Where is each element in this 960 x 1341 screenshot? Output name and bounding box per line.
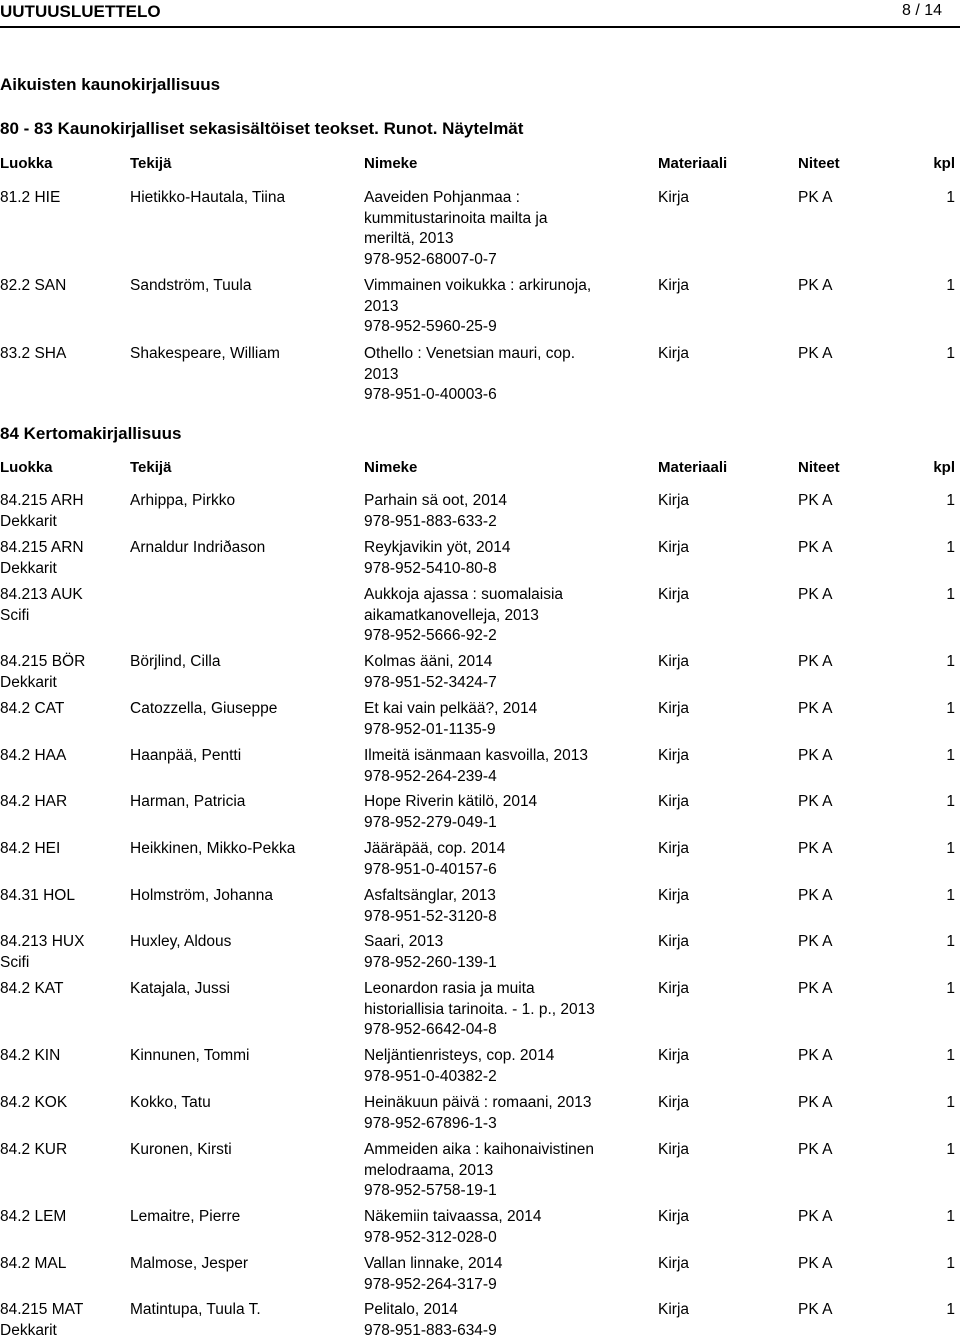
cell-materiaali: Kirja <box>658 585 689 606</box>
cell-kpl: 1 <box>946 344 955 365</box>
cell-luokka-line: 84.2 KUR <box>0 1140 67 1161</box>
cell-luokka-line: 84.215 MAT <box>0 1300 83 1321</box>
cell-niteet: PK A <box>798 886 832 907</box>
cell-nimeke-line: 978-952-68007-0-7 <box>364 250 547 271</box>
cell-luokka-line: 84.2 HAA <box>0 746 66 767</box>
cell-niteet: PK A <box>798 1093 832 1114</box>
cell-kpl: 1 <box>946 538 955 559</box>
cell-nimeke-line: 978-952-01-1135-9 <box>364 720 537 741</box>
cell-tekija: Börjlind, Cilla <box>130 652 220 673</box>
cell-niteet: PK A <box>798 1140 832 1161</box>
cell-nimeke-line: 978-952-260-139-1 <box>364 953 497 974</box>
cell-luokka-line: 84.213 HUX <box>0 932 84 953</box>
cell-luokka <box>0 1140 67 1161</box>
cell-tekija: Huxley, Aldous <box>130 932 231 953</box>
col-tekija: Tekijä <box>130 155 171 172</box>
cell-materiaali: Kirja <box>658 652 689 673</box>
cell-luokka-line: Dekkarit <box>0 673 85 694</box>
cell-nimeke <box>364 792 537 833</box>
cell-nimeke <box>364 1207 542 1248</box>
cell-niteet: PK A <box>798 979 832 1000</box>
cell-nimeke-line: 2013 <box>364 297 591 318</box>
cell-kpl: 1 <box>946 886 955 907</box>
cell-niteet: PK A <box>798 1254 832 1275</box>
cell-nimeke <box>364 1254 502 1295</box>
col-materiaali: Materiaali <box>658 155 727 172</box>
cell-kpl: 1 <box>946 1207 955 1228</box>
cell-luokka-line: Dekkarit <box>0 559 84 580</box>
cell-tekija: Sandström, Tuula <box>130 276 251 297</box>
cell-materiaali: Kirja <box>658 491 689 512</box>
cell-nimeke-line: 2013 <box>364 365 575 386</box>
cell-niteet: PK A <box>798 652 832 673</box>
header-divider <box>0 26 960 28</box>
cell-niteet: PK A <box>798 932 832 953</box>
column-header-row <box>0 155 960 177</box>
cell-nimeke-line: 978-952-5410-80-8 <box>364 559 510 580</box>
cell-tekija: Arhippa, Pirkko <box>130 491 235 512</box>
cell-nimeke-line: Jääräpää, cop. 2014 <box>364 839 505 860</box>
cell-materiaali: Kirja <box>658 188 689 209</box>
cell-nimeke-line: 978-952-264-239-4 <box>364 767 588 788</box>
cell-luokka <box>0 886 75 907</box>
cell-materiaali: Kirja <box>658 886 689 907</box>
cell-nimeke <box>364 932 497 973</box>
cell-luokka <box>0 1093 67 1114</box>
page-header <box>0 0 960 26</box>
col-luokka: Luokka <box>0 155 53 172</box>
cell-tekija: Haanpää, Pentti <box>130 746 241 767</box>
cell-niteet: PK A <box>798 538 832 559</box>
cell-nimeke-line: Ammeiden aika : kaihonaivistinen <box>364 1140 594 1161</box>
cell-nimeke <box>364 1140 594 1202</box>
cell-niteet: PK A <box>798 1207 832 1228</box>
cell-luokka <box>0 585 83 626</box>
cell-niteet: PK A <box>798 585 832 606</box>
cell-luokka-line: Dekkarit <box>0 512 84 533</box>
cell-materiaali: Kirja <box>658 792 689 813</box>
cell-nimeke-line: 978-952-264-317-9 <box>364 1275 502 1296</box>
group-title-fiction: 84 Kertomakirjallisuus <box>0 424 181 444</box>
cell-kpl: 1 <box>946 792 955 813</box>
cell-nimeke-line: melodraama, 2013 <box>364 1161 594 1182</box>
cell-niteet: PK A <box>798 188 832 209</box>
cell-luokka-line: 83.2 SHA <box>0 344 66 365</box>
cell-niteet: PK A <box>798 276 832 297</box>
cell-tekija: Kuronen, Kirsti <box>130 1140 232 1161</box>
cell-nimeke <box>364 1093 591 1134</box>
cell-luokka <box>0 839 60 860</box>
cell-tekija: Heikkinen, Mikko-Pekka <box>130 839 295 860</box>
cell-nimeke <box>364 276 591 338</box>
cell-materiaali: Kirja <box>658 1140 689 1161</box>
cell-niteet: PK A <box>798 746 832 767</box>
cell-nimeke-line: Parhain sä oot, 2014 <box>364 491 507 512</box>
cell-luokka-line: 84.2 HAR <box>0 792 67 813</box>
col-kpl: kpl <box>933 459 955 476</box>
cell-luokka <box>0 932 84 973</box>
cell-nimeke-line: Reykjavikin yöt, 2014 <box>364 538 510 559</box>
cell-luokka-line: 81.2 HIE <box>0 188 60 209</box>
cell-nimeke <box>364 491 507 532</box>
cell-luokka-line: 84.215 BÖR <box>0 652 85 673</box>
cell-nimeke-line: kummitustarinoita mailta ja <box>364 209 547 230</box>
cell-luokka <box>0 538 84 579</box>
cell-tekija: Kinnunen, Tommi <box>130 1046 249 1067</box>
cell-nimeke-line: 978-952-279-049-1 <box>364 813 537 834</box>
cell-niteet: PK A <box>798 1300 832 1321</box>
cell-nimeke <box>364 839 505 880</box>
cell-tekija: Lemaitre, Pierre <box>130 1207 240 1228</box>
cell-nimeke-line: 978-951-883-633-2 <box>364 512 507 533</box>
cell-luokka-line: 82.2 SAN <box>0 276 66 297</box>
cell-nimeke <box>364 1046 554 1087</box>
cell-nimeke <box>364 585 563 647</box>
cell-nimeke-line: 978-951-52-3424-7 <box>364 673 497 694</box>
cell-tekija: Arnaldur Indriðason <box>130 538 265 559</box>
cell-niteet: PK A <box>798 1046 832 1067</box>
cell-luokka <box>0 746 66 767</box>
cell-kpl: 1 <box>946 585 955 606</box>
cell-tekija: Hietikko-Hautala, Tiina <box>130 188 285 209</box>
cell-tekija: Catozzella, Giuseppe <box>130 699 277 720</box>
cell-kpl: 1 <box>946 699 955 720</box>
cell-kpl: 1 <box>946 276 955 297</box>
cell-materiaali: Kirja <box>658 1046 689 1067</box>
cell-nimeke <box>364 652 497 693</box>
col-nimeke: Nimeke <box>364 459 417 476</box>
cell-nimeke-line: Saari, 2013 <box>364 932 497 953</box>
cell-nimeke-line: Hope Riverin kätilö, 2014 <box>364 792 537 813</box>
cell-tekija: Holmström, Johanna <box>130 886 273 907</box>
cell-materiaali: Kirja <box>658 979 689 1000</box>
cell-luokka-line: 84.215 ARN <box>0 538 84 559</box>
cell-nimeke-line: 978-952-6642-04-8 <box>364 1020 595 1041</box>
cell-luokka <box>0 491 84 532</box>
cell-nimeke-line: Ilmeitä isänmaan kasvoilla, 2013 <box>364 746 588 767</box>
cell-tekija: Malmose, Jesper <box>130 1254 248 1275</box>
cell-nimeke-line: Heinäkuun päivä : romaani, 2013 <box>364 1093 591 1114</box>
cell-niteet: PK A <box>798 344 832 365</box>
cell-kpl: 1 <box>946 1254 955 1275</box>
column-header-row <box>0 459 960 481</box>
cell-materiaali: Kirja <box>658 1300 689 1321</box>
cell-luokka <box>0 979 63 1000</box>
col-niteet: Niteet <box>798 459 840 476</box>
cell-kpl: 1 <box>946 188 955 209</box>
cell-luokka-line: 84.2 KOK <box>0 1093 67 1114</box>
cell-kpl: 1 <box>946 491 955 512</box>
cell-materiaali: Kirja <box>658 1093 689 1114</box>
cell-materiaali: Kirja <box>658 1254 689 1275</box>
cell-nimeke-line: Näkemiin taivaassa, 2014 <box>364 1207 542 1228</box>
cell-luokka-line: 84.2 MAL <box>0 1254 66 1275</box>
cell-materiaali: Kirja <box>658 1207 689 1228</box>
cell-kpl: 1 <box>946 839 955 860</box>
cell-nimeke <box>364 188 547 270</box>
cell-nimeke-line: Leonardon rasia ja muita <box>364 979 595 1000</box>
cell-luokka-line: 84.213 AUK <box>0 585 83 606</box>
cell-materiaali: Kirja <box>658 932 689 953</box>
cell-nimeke <box>364 344 575 406</box>
cell-nimeke-line: aikamatkanovelleja, 2013 <box>364 606 563 627</box>
cell-nimeke-line: Aaveiden Pohjanmaa : <box>364 188 547 209</box>
section-title: Aikuisten kaunokirjallisuus <box>0 75 220 95</box>
col-luokka: Luokka <box>0 459 53 476</box>
cell-nimeke-line: Othello : Venetsian mauri, cop. <box>364 344 575 365</box>
page-number: 8 / 14 <box>902 2 942 20</box>
cell-kpl: 1 <box>946 1046 955 1067</box>
cell-kpl: 1 <box>946 1140 955 1161</box>
cell-materiaali: Kirja <box>658 699 689 720</box>
cell-tekija: Shakespeare, William <box>130 344 280 365</box>
cell-kpl: 1 <box>946 1093 955 1114</box>
cell-nimeke-line: meriltä, 2013 <box>364 229 547 250</box>
cell-materiaali: Kirja <box>658 746 689 767</box>
cell-nimeke-line: Vallan linnake, 2014 <box>364 1254 502 1275</box>
cell-kpl: 1 <box>946 979 955 1000</box>
cell-niteet: PK A <box>798 699 832 720</box>
cell-nimeke-line: Vimmainen voikukka : arkirunoja, <box>364 276 591 297</box>
cell-luokka <box>0 652 85 693</box>
cell-tekija: Harman, Patricia <box>130 792 245 813</box>
cell-kpl: 1 <box>946 1300 955 1321</box>
cell-kpl: 1 <box>946 746 955 767</box>
cell-kpl: 1 <box>946 932 955 953</box>
cell-materiaali: Kirja <box>658 344 689 365</box>
group-title-poetry: 80 - 83 Kaunokirjalliset sekasisältöiset teokset. Runot. Näytelmät <box>0 119 523 139</box>
cell-luokka-line: Scifi <box>0 953 84 974</box>
col-kpl: kpl <box>933 155 955 172</box>
cell-nimeke <box>364 886 497 927</box>
cell-luokka <box>0 188 60 209</box>
cell-luokka <box>0 1207 66 1228</box>
cell-nimeke-line: historiallisia tarinoita. - 1. p., 2013 <box>364 1000 595 1021</box>
cell-luokka <box>0 344 66 365</box>
cell-nimeke-line: 978-951-52-3120-8 <box>364 907 497 928</box>
cell-nimeke-line: Kolmas ääni, 2014 <box>364 652 497 673</box>
cell-kpl: 1 <box>946 652 955 673</box>
cell-luokka-line: Dekkarit <box>0 1321 83 1341</box>
cell-luokka-line: 84.2 LEM <box>0 1207 66 1228</box>
cell-nimeke-line: 978-952-5666-92-2 <box>364 626 563 647</box>
cell-luokka-line: 84.2 CAT <box>0 699 64 720</box>
cell-luokka-line: 84.2 KAT <box>0 979 63 1000</box>
cell-luokka-line: 84.2 KIN <box>0 1046 60 1067</box>
cell-nimeke-line: 978-951-0-40003-6 <box>364 385 575 406</box>
cell-nimeke-line: Neljäntienristeys, cop. 2014 <box>364 1046 554 1067</box>
cell-luokka <box>0 1300 83 1341</box>
cell-nimeke-line: Pelitalo, 2014 <box>364 1300 497 1321</box>
cell-materiaali: Kirja <box>658 276 689 297</box>
cell-tekija: Katajala, Jussi <box>130 979 230 1000</box>
cell-nimeke-line: 978-951-0-40157-6 <box>364 860 505 881</box>
col-nimeke: Nimeke <box>364 155 417 172</box>
col-materiaali: Materiaali <box>658 459 727 476</box>
cell-nimeke <box>364 746 588 787</box>
cell-nimeke-line: 978-952-67896-1-3 <box>364 1114 591 1135</box>
cell-tekija: Kokko, Tatu <box>130 1093 211 1114</box>
cell-nimeke-line: 978-952-312-028-0 <box>364 1228 542 1249</box>
cell-materiaali: Kirja <box>658 538 689 559</box>
cell-luokka <box>0 1254 66 1275</box>
cell-luokka-line: 84.215 ARH <box>0 491 84 512</box>
cell-nimeke-line: 978-952-5960-25-9 <box>364 317 591 338</box>
cell-nimeke-line: 978-952-5758-19-1 <box>364 1181 594 1202</box>
col-tekija: Tekijä <box>130 459 171 476</box>
cell-luokka <box>0 276 66 297</box>
cell-nimeke <box>364 979 595 1041</box>
cell-niteet: PK A <box>798 491 832 512</box>
cell-nimeke <box>364 538 510 579</box>
col-niteet: Niteet <box>798 155 840 172</box>
cell-luokka <box>0 699 64 720</box>
cell-materiaali: Kirja <box>658 839 689 860</box>
document-title: UUTUUSLUETTELO <box>0 2 161 22</box>
cell-nimeke-line: Asfaltsänglar, 2013 <box>364 886 497 907</box>
cell-niteet: PK A <box>798 839 832 860</box>
cell-luokka-line: 84.31 HOL <box>0 886 75 907</box>
cell-niteet: PK A <box>798 792 832 813</box>
cell-luokka-line: 84.2 HEI <box>0 839 60 860</box>
cell-nimeke-line: Et kai vain pelkää?, 2014 <box>364 699 537 720</box>
cell-nimeke-line: Aukkoja ajassa : suomalaisia <box>364 585 563 606</box>
cell-luokka <box>0 792 67 813</box>
cell-luokka-line: Scifi <box>0 606 83 627</box>
cell-luokka <box>0 1046 60 1067</box>
cell-nimeke <box>364 1300 497 1341</box>
cell-nimeke-line: 978-951-0-40382-2 <box>364 1067 554 1088</box>
cell-nimeke <box>364 699 537 740</box>
cell-tekija: Matintupa, Tuula T. <box>130 1300 261 1321</box>
cell-nimeke-line: 978-951-883-634-9 <box>364 1321 497 1341</box>
